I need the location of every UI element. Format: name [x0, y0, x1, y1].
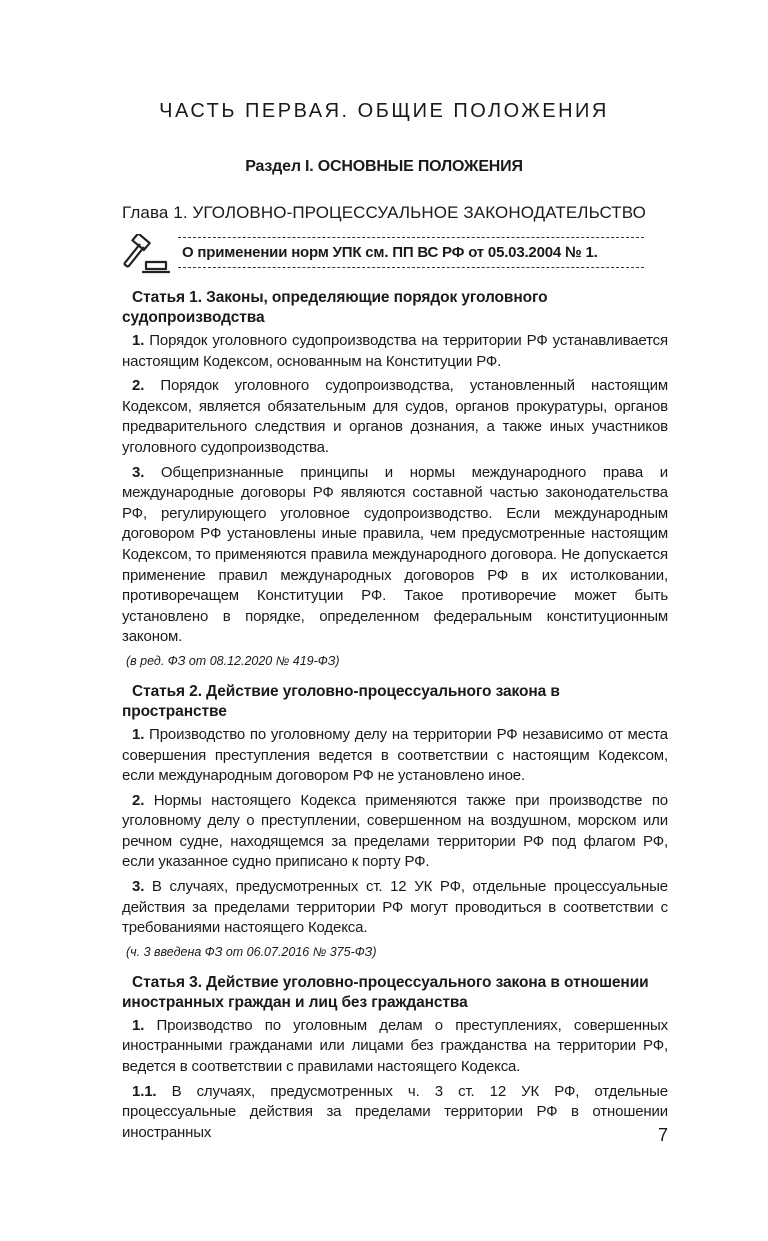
paragraph-number: 1.: [132, 332, 145, 349]
paragraph-text: Общепризнанные принципы и нормы международного права и международные договоры РФ являются составной частью законодательства РФ, регулирующего уголовное судопроизводство. Если международным договором РФ установлены иные правила, чем предусмотренные настоящим Кодексом, то применяются правила международного договора. Не допускается применение правил международных договоров РФ в их истолковании, противоречащем Конституции РФ. Такое противоречие может быть установлено в порядке, определенном федеральным конституционным законом.: [122, 463, 668, 646]
article-3: [122, 973, 668, 1144]
paragraph-number: 2.: [132, 791, 145, 809]
paragraph: [122, 877, 668, 939]
paragraph-text: Производство по уголовным делам о преступлениях, совершенных иностранными гражданами или лицами без гражданства на территории РФ, ведется в соответствии с правилами настоящего Кодекса.: [122, 1016, 668, 1076]
article-title: Статья 3. Действие уголовно-процессуального закона в отношении иностранных граждан и лиц без гражданства: [122, 973, 649, 1011]
part-title: ЧАСТЬ ПЕРВАЯ. ОБЩИЕ ПОЛОЖЕНИЯ: [159, 100, 609, 122]
paragraph: [122, 331, 668, 372]
chapter-title: Глава 1. УГОЛОВНО-ПРОЦЕССУАЛЬНОЕ ЗАКОНОДАТЕЛЬСТВО: [122, 203, 646, 222]
paragraph: [122, 1082, 668, 1144]
paragraph-number: 3.: [132, 878, 145, 896]
section-title: Раздел I. ОСНОВНЫЕ ПОЛОЖЕНИЯ: [245, 158, 523, 175]
article-title: Статья 1. Законы, определяющие порядок уголовного судопроизводства: [122, 289, 548, 326]
paragraph-number: 1.: [132, 1016, 145, 1034]
paragraph-number: 3.: [132, 463, 145, 481]
paragraph: [122, 791, 668, 873]
article-1: [122, 288, 668, 670]
paragraph-text: Порядок уголовного судопроизводства, установленный настоящим Кодексом, является обязательным для судов, органов прокуратуры, органов предварительного следствия и органов дознания, а также иных участников уголовного судопроизводства.: [122, 377, 668, 456]
amendment-note: (в ред. ФЗ от 08.12.2020 № 419-ФЗ): [126, 653, 340, 668]
paragraph-number: 2.: [132, 377, 145, 395]
paragraph: [122, 1016, 668, 1078]
paragraph-number: 1.: [132, 725, 145, 743]
amendment-note: (ч. 3 введена ФЗ от 06.07.2016 № 375-ФЗ): [126, 944, 377, 959]
paragraph-text: Производство по уголовному делу на территории РФ независимо от места совершения преступления ведется в соответствии с настоящим Кодексом, если международным договором РФ не установлено иное.: [122, 725, 668, 785]
paragraph: [122, 463, 668, 648]
paragraph: [122, 376, 668, 458]
paragraph-text: В случаях, предусмотренных ст. 12 УК РФ, отдельные процессуальные действия за пределами территории РФ могут проводиться в соответствии с требованиями настоящего Кодекса.: [122, 878, 668, 937]
main-text: [122, 288, 668, 1155]
article-2: [122, 682, 668, 961]
gavel-icon: [120, 234, 172, 274]
paragraph-text: В случаях, предусмотренных ч. 3 ст. 12 УК РФ, отдельные процессуальные действия за пределами территории РФ в отношении иностранных: [122, 1082, 668, 1141]
paragraph-number: 1.1.: [132, 1082, 157, 1100]
paragraph-text: Нормы настоящего Кодекса применяются также при производстве по уголовному делу о преступлении, совершенном на воздушном, морском или речном судне, находящемся за пределами территории РФ под флагом РФ, если указанное судно приписано к порту РФ.: [122, 791, 668, 871]
paragraph: [122, 725, 668, 787]
page-number: 7: [657, 1125, 668, 1145]
reference-note: О применении норм УПК см. ПП ВС РФ от 05.03.2004 № 1.: [178, 237, 644, 268]
paragraph-text: Порядок уголовного судопроизводства на территории РФ устанавливается настоящим Кодексом, основанным на Конституции РФ.: [122, 332, 668, 370]
article-title: Статья 2. Действие уголовно-процессуального закона в пространстве: [122, 682, 560, 720]
